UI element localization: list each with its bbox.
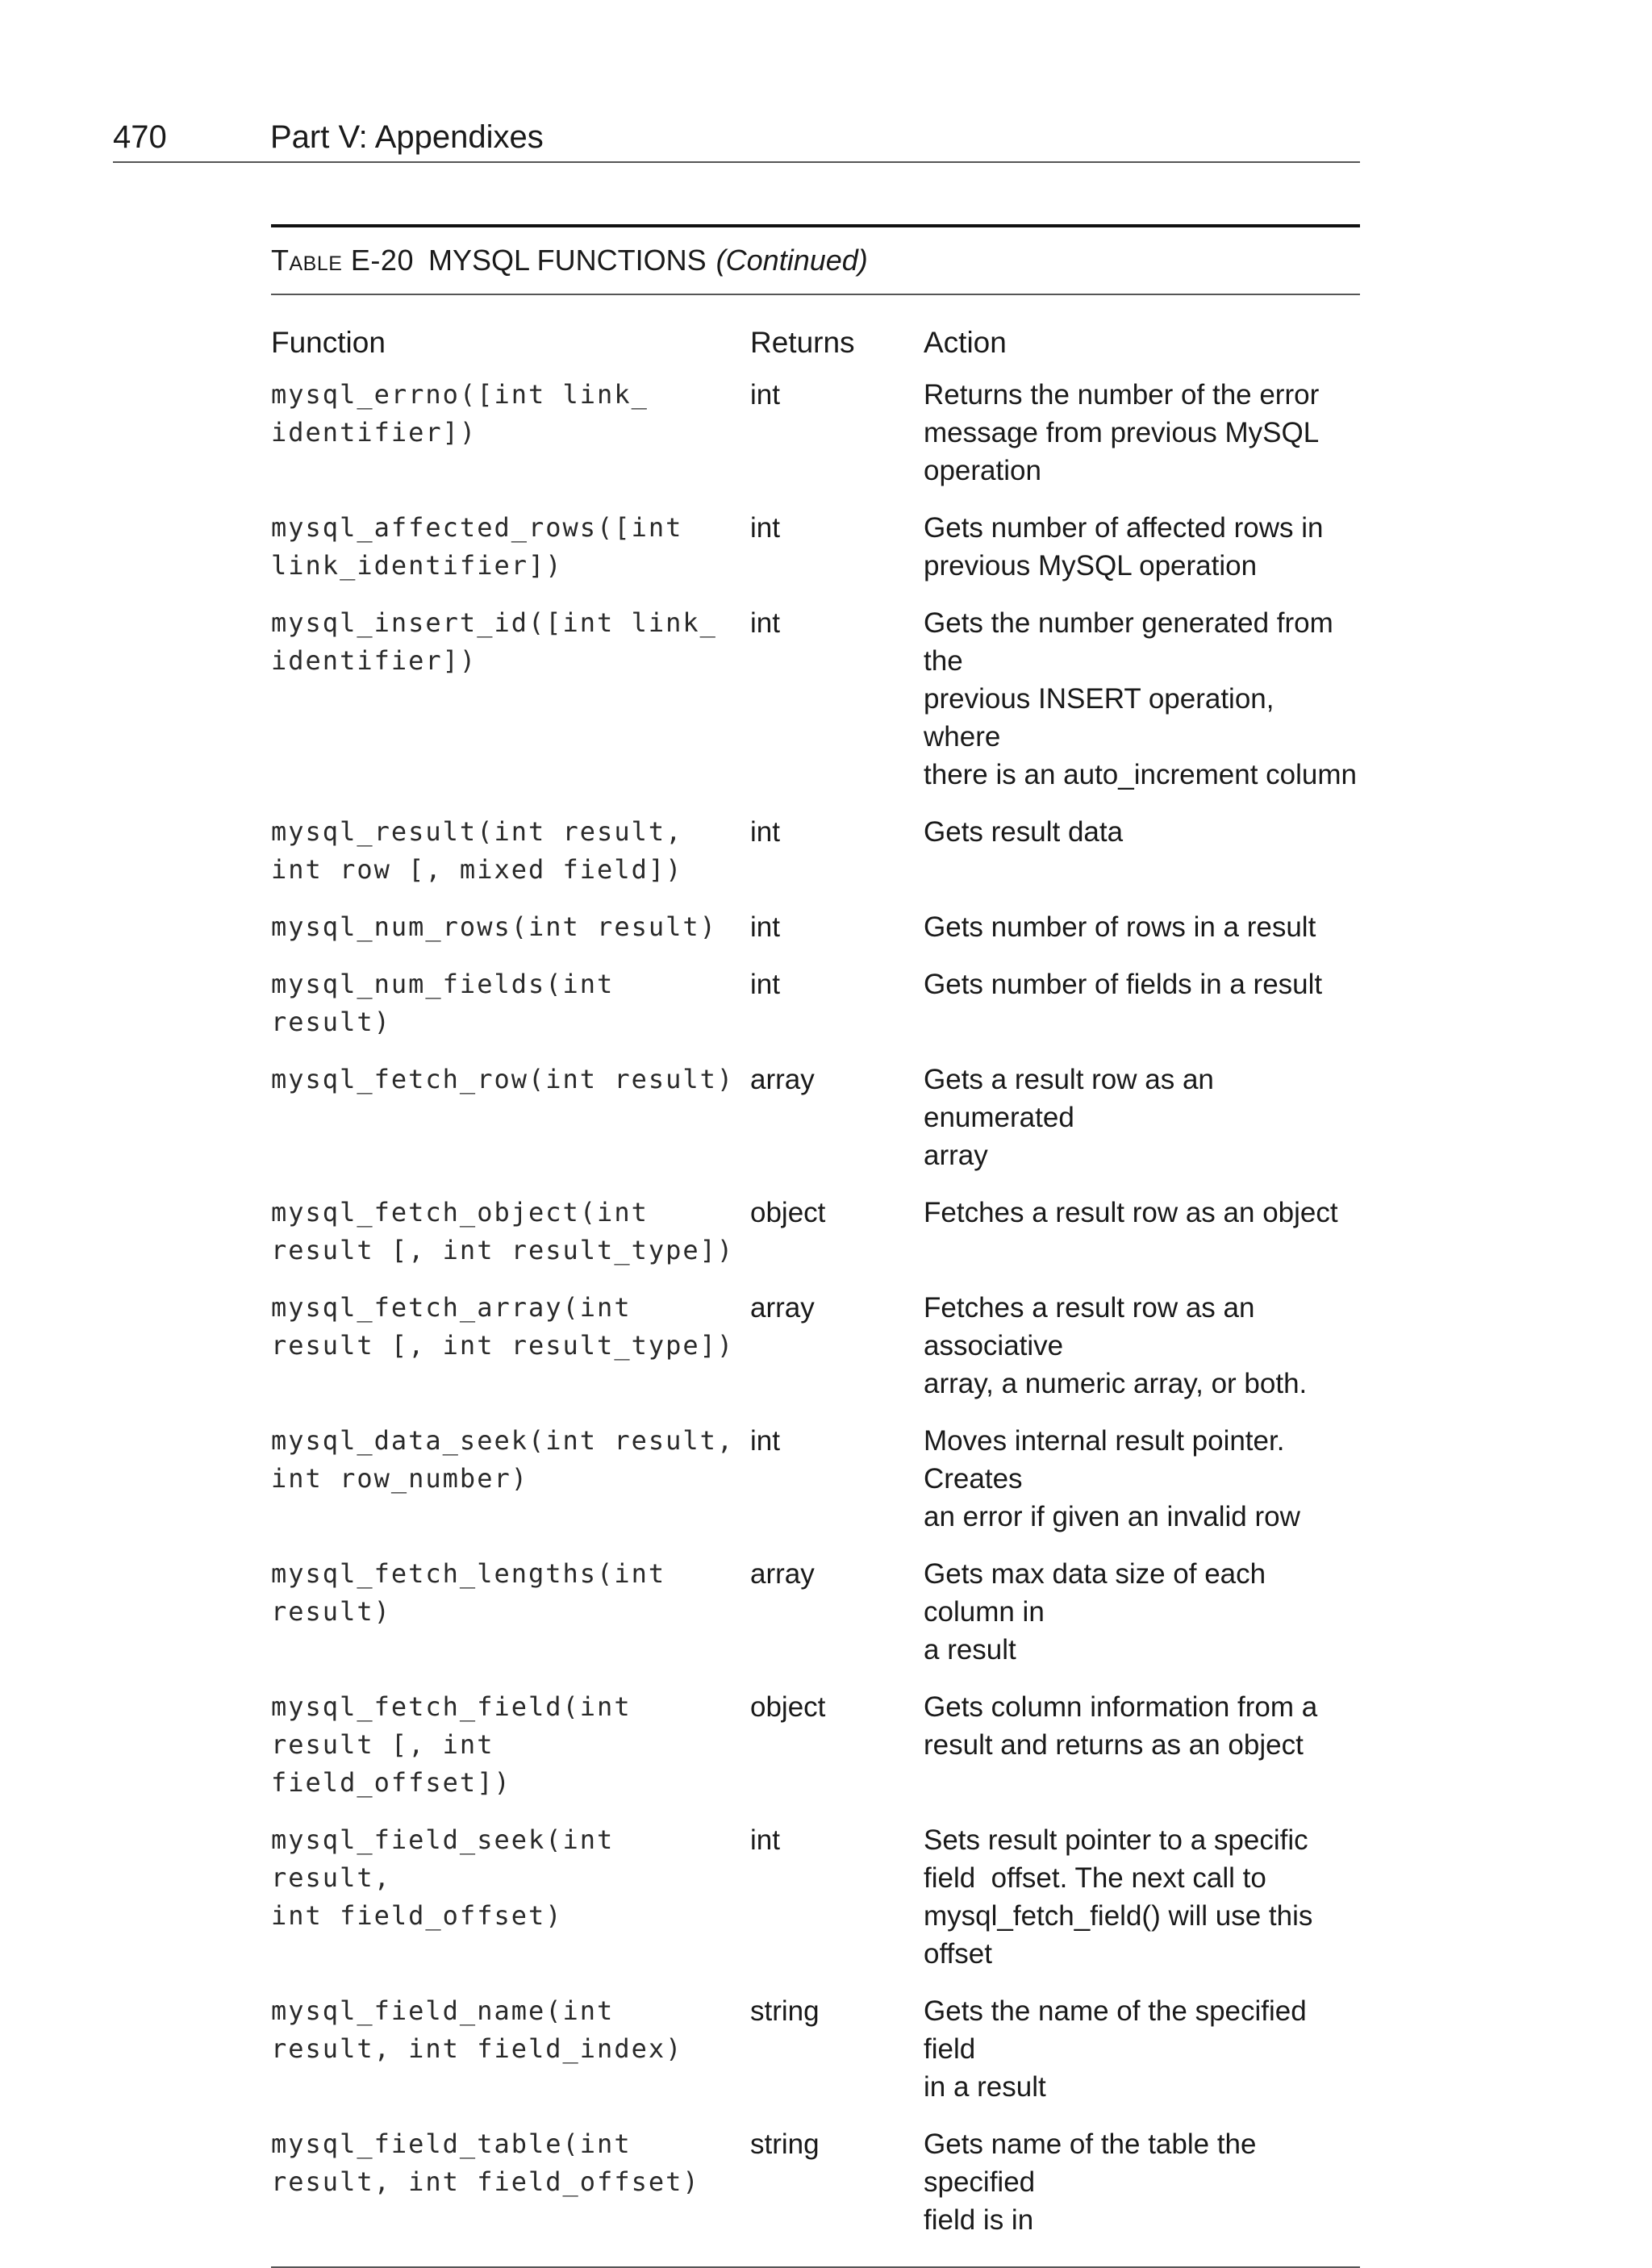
action-cell: Gets name of the table the specified field is in (924, 2128, 1257, 2236)
table-title: MYSQL FUNCTIONS (428, 244, 707, 277)
column-header-function: Function (271, 326, 386, 359)
action-cell: Gets number of rows in a result (924, 911, 1316, 943)
table-row (271, 509, 1360, 585)
action-cell: Gets the name of the specified field in a result (924, 1995, 1307, 2103)
action-cell: Fetches a result row as an object (924, 1197, 1338, 1228)
function-cell: mysql_insert_id([int link_ identifier]) (271, 607, 717, 676)
function-cell: mysql_num_rows(int result) (271, 911, 717, 942)
function-cell: mysql_result(int result, int row [, mixed field]) (271, 816, 683, 885)
table-row (271, 1688, 1360, 1802)
action-cell: Fetches a result row as an associative array, a numeric array, or both. (924, 1292, 1308, 1399)
function-cell: mysql_fetch_row(int result) (271, 1064, 735, 1094)
table-row (271, 1555, 1360, 1669)
action-cell: Moves internal result pointer. Creates an error if given an invalid row (924, 1425, 1300, 1532)
returns-cell: string (750, 2128, 820, 2160)
returns-cell: int (750, 816, 780, 848)
function-cell: mysql_fetch_field(int result [, int field_offset]) (271, 1691, 632, 1798)
function-cell: mysql_fetch_object(int result [, int result_type]) (271, 1197, 735, 1265)
action-cell: Gets number of affected rows in previous MySQL operation (924, 512, 1324, 582)
function-cell: mysql_affected_rows([int link_identifier]) (271, 512, 683, 581)
column-header-returns: Returns (750, 326, 855, 359)
action-cell: Gets max data size of each column in a result (924, 1558, 1266, 1666)
returns-cell: string (750, 1995, 820, 2027)
returns-cell: array (750, 1064, 815, 1095)
returns-cell: int (750, 969, 780, 1000)
table-row (271, 1289, 1360, 1403)
action-cell: Returns the number of the error message from previous MySQL operation (924, 379, 1320, 486)
table-body (271, 376, 1360, 2258)
returns-cell: object (750, 1197, 826, 1228)
function-cell: mysql_field_name(int result, int field_index) (271, 1995, 683, 2064)
table-row (271, 2125, 1360, 2239)
returns-cell: int (750, 607, 780, 639)
action-cell: Gets a result row as an enumerated array (924, 1064, 1214, 1171)
table-label: Table E-20 (271, 244, 414, 277)
functions-table (271, 224, 1360, 2268)
table-row (271, 965, 1360, 1041)
part-title: Part V: Appendixes (270, 119, 544, 155)
returns-cell: int (750, 1824, 780, 1856)
returns-cell: int (750, 512, 780, 544)
table-row (271, 604, 1360, 794)
table-row (271, 1992, 1360, 2106)
column-header-action: Action (924, 326, 1007, 359)
table-row (271, 376, 1360, 490)
table-row (271, 1422, 1360, 1536)
function-cell: mysql_fetch_array(int result [, int result_type]) (271, 1292, 735, 1361)
function-cell: mysql_field_table(int result, int field_offset) (271, 2128, 700, 2197)
table-caption (271, 227, 1360, 295)
action-cell: Gets number of fields in a result (924, 969, 1323, 1000)
table-continued-note: (Continued) (715, 244, 868, 277)
function-cell: mysql_num_fields(int result) (271, 969, 632, 1037)
table-column-headers (271, 326, 1360, 360)
table-row (271, 1194, 1360, 1269)
function-cell: mysql_fetch_lengths(int result) (271, 1558, 666, 1627)
page-number: 470 (113, 119, 167, 155)
action-cell: Gets column information from a result and returns as an object (924, 1691, 1318, 1761)
returns-cell: object (750, 1691, 826, 1723)
action-cell: Sets result pointer to a specific field offset. The next call to mysql_fetch_field() will use this offset (924, 1824, 1313, 1970)
returns-cell: int (750, 379, 780, 411)
function-cell: mysql_field_seek(int result, int field_offset) (271, 1824, 615, 1931)
returns-cell: array (750, 1292, 815, 1324)
returns-cell: array (750, 1558, 815, 1590)
table-row (271, 813, 1360, 889)
action-cell: Gets result data (924, 816, 1124, 848)
function-cell: mysql_data_seek(int result, int row_number) (271, 1425, 735, 1494)
function-cell: mysql_errno([int link_ identifier]) (271, 379, 649, 448)
action-cell: Gets the number generated from the previous INSERT operation, where there is an auto_increment column (924, 607, 1357, 790)
returns-cell: int (750, 911, 780, 943)
returns-cell: int (750, 1425, 780, 1457)
running-header (113, 113, 1360, 163)
table-row (271, 1061, 1360, 1174)
table-row (271, 1821, 1360, 1973)
table-row (271, 908, 1360, 946)
